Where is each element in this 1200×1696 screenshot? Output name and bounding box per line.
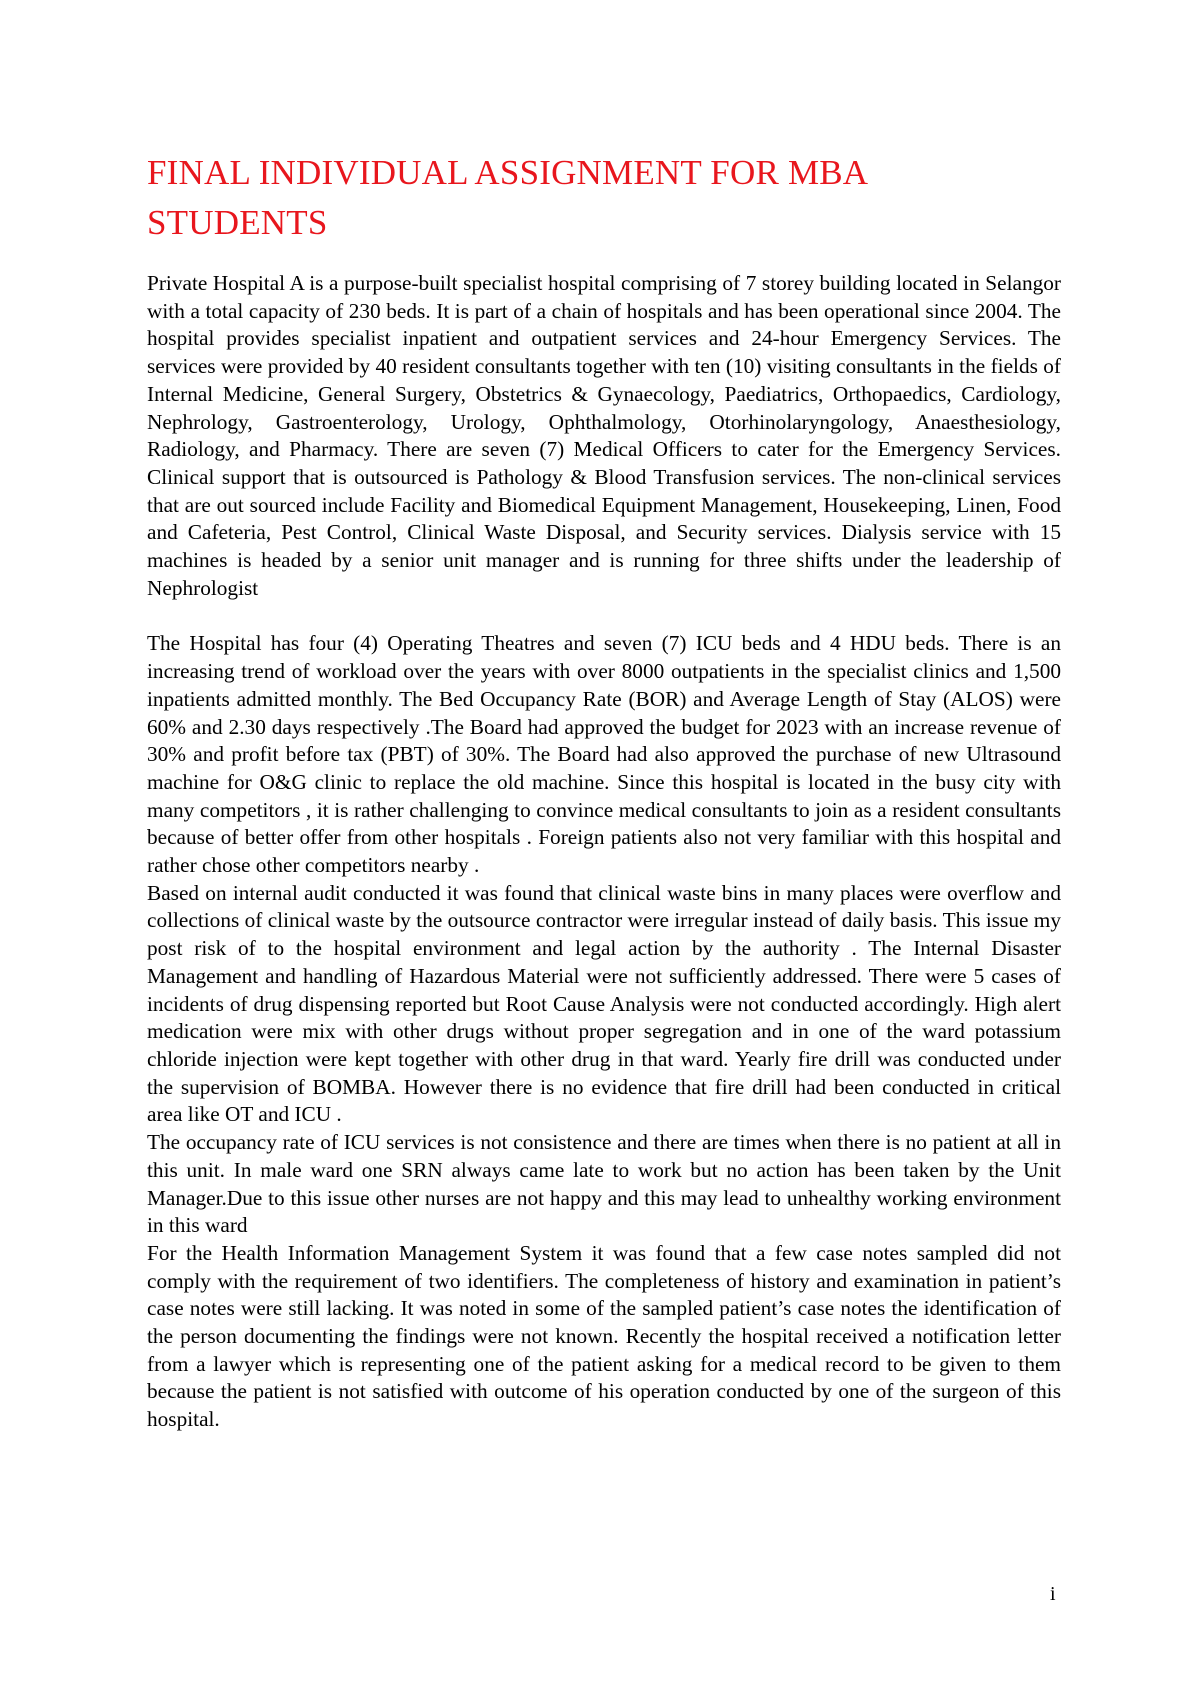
- page-number: i: [1050, 1583, 1056, 1605]
- paragraph-health-information: For the Health Information Management System it was found that a few case notes sampled did not comply with the requirement of two identifiers. The completeness of history and examination in patient’s case notes were still lacking. It was noted in some of the sampled patient’s case notes the identification of the person documenting the findings were not known. Recently the hospital received a notification letter from a lawyer which is representing one of the patient asking for a medical record to be given to them because the patient is not satisfied with outcome of his operation conducted by one of the surgeon of this hospital.: [147, 1240, 1061, 1432]
- paragraph-hospital-overview: Private Hospital A is a purpose-built specialist hospital comprising of 7 storey building located in Selangor with a total capacity of 230 beds. It is part of a chain of hospitals and has been operational since 2004. The hospital provides specialist inpatient and outpatient services and 24-hour Emergency Services. The services were provided by 40 resident consultants together with ten (10) visiting consultants in the fields of Internal Medicine, General Surgery, Obstetrics & Gynaecology, Paediatrics, Orthopaedics, Cardiology, Nephrology, Gastroenterology, Urology, Ophthalmology, Otorhinolaryngology, Anaesthesiology, Radiology, and Pharmacy. There are seven (7) Medical Officers to cater for the Emergency Services. Clinical support that is outsourced is Pathology & Blood Transfusion services. The non-clinical services that are out sourced include Facility and Biomedical Equipment Management, Housekeeping, Linen, Food and Cafeteria, Pest Control, Clinical Waste Disposal, and Security services. Dialysis service with 15 machines is headed by a senior unit manager and is running for three shifts under the leadership of Nephrologist: [147, 271, 1061, 600]
- paragraph-icu-staffing: The occupancy rate of ICU services is not consistence and there are times when there is no patient at all in this unit. In male ward one SRN always came late to work but no action has been taken by the Unit Manager.Due to this issue other nurses are not happy and this may lead to unhealthy working environment in this ward: [147, 1130, 1061, 1238]
- paragraph-operations-budget: The Hospital has four (4) Operating Theatres and seven (7) ICU beds and 4 HDU beds. There is an increasing trend of workload over the years with over 8000 outpatients in the specialist clinics and 1,500 inpatients admitted monthly. The Bed Occupancy Rate (BOR) and Average Length of Stay (ALOS) were 60% and 2.30 days respectively .The Board had approved the budget for 2023 with an increase revenue of 30% and profit before tax (PBT) of 30%. The Board had also approved the purchase of new Ultrasound machine for O&G clinic to replace the old machine. Since this hospital is located in the busy city with many competitors , it is rather challenging to convince medical consultants to join as a resident consultants because of better offer from other hospitals . Foreign patients also not very familiar with this hospital and rather chose other competitors nearby .: [147, 631, 1061, 878]
- document-body: [147, 270, 1061, 1434]
- paragraph-internal-audit: Based on internal audit conducted it was found that clinical waste bins in many places were overflow and collections of clinical waste by the outsource contractor were irregular instead of daily basis. This issue my post risk of to the hospital environment and legal action by the authority . The Internal Disaster Management and handling of Hazardous Material were not sufficiently addressed. There were 5 cases of incidents of drug dispensing reported but Root Cause Analysis were not conducted accordingly. High alert medication were mix with other drugs without proper segregation and in one of the ward potassium chloride injection were kept together with other drug in that ward. Yearly fire drill was conducted under the supervision of BOMBA. However there is no evidence that fire drill had been conducted in critical area like OT and ICU .: [147, 880, 1061, 1127]
- document-title: FINAL INDIVIDUAL ASSIGNMENT FOR MBA STUDENTS: [147, 153, 867, 242]
